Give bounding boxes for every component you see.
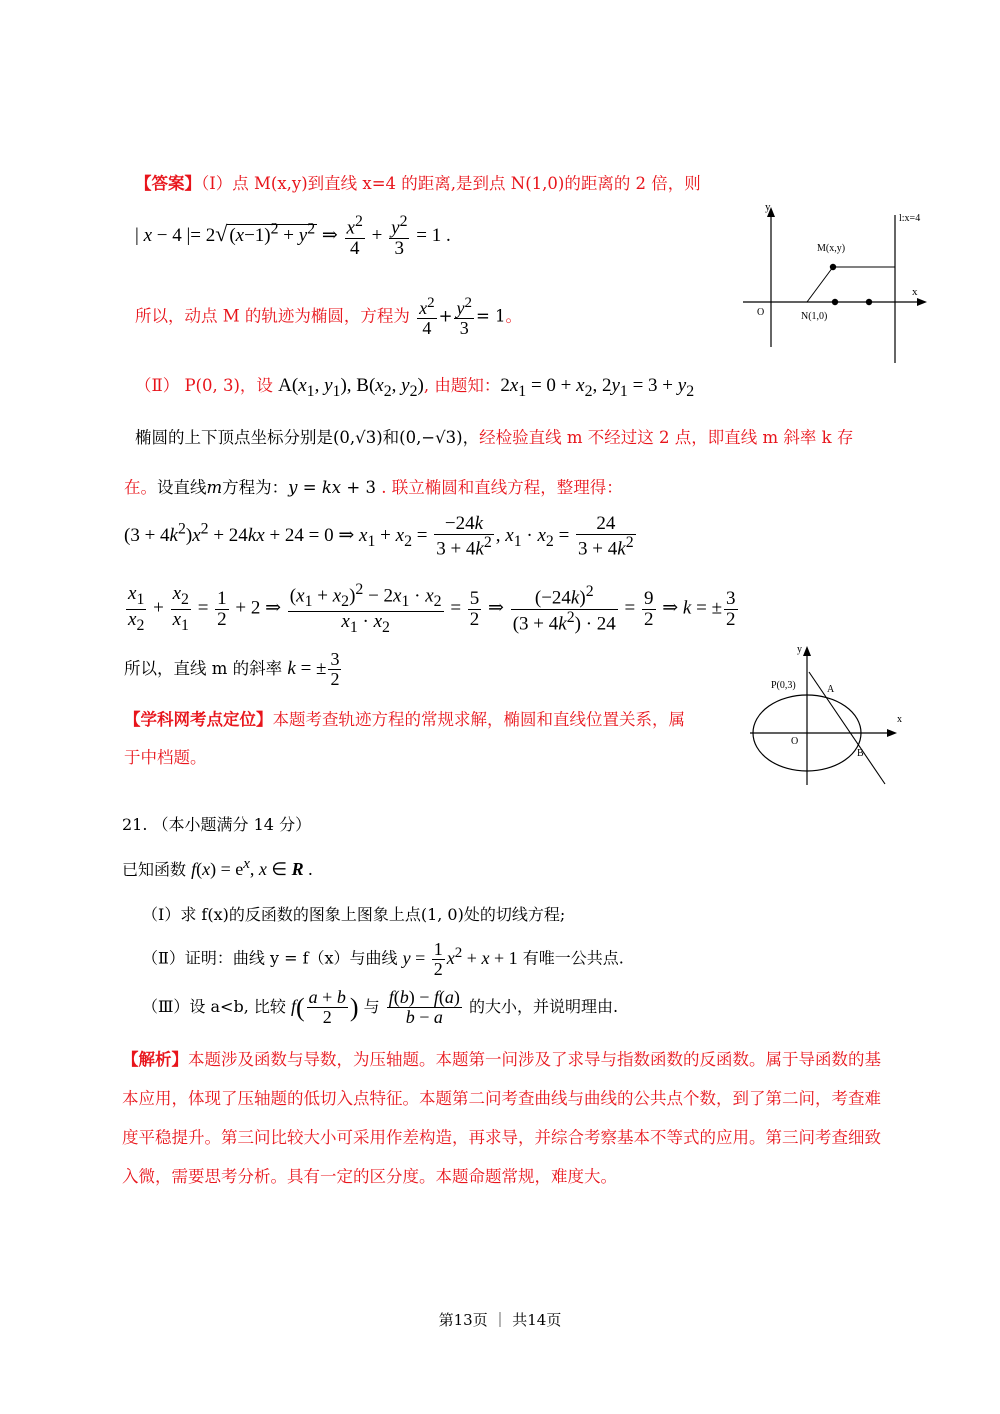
part1-equation: | x − 4 |= 2√ $(x-1)^2 + y^2$ ⇒ $\frac{x^2}{4}$ + $\frac{y^2}{3}$ = 1 . bbox=[135, 213, 451, 260]
part1-conclusion: 所以，动点 M 的轨迹为椭圆，方程为 $\frac{x^2}{4}$ + $\frac{y^2}{3}$ = 1。 bbox=[135, 295, 523, 338]
analysis-text: 本题涉及函数与导数，为压轴题。本题第一问涉及了求导与指数函数的反函数。属于导函数的基本应用，体现了压轴题的低切入点特征。本题第二问考查曲线与曲线的公共点个数，到了第二问，考查难度平稳提升。第三问比较大小可采用作差构造，再求导，并综合考察基本不等式的应用。第三问考查细致入微，需要思考分析。具有一定的区分度。本题命题常规，难度大。 bbox=[122, 1050, 881, 1186]
part3-text-c: 的大小，并说明理由. bbox=[468, 996, 619, 1016]
fig2-origin-label: O bbox=[791, 736, 799, 747]
problem21-heading: 21. （本小题满分 14 分） bbox=[122, 815, 312, 834]
fig1-n-label: N(1,0) bbox=[801, 311, 828, 322]
part3-text-b: 与 bbox=[363, 996, 380, 1016]
fig2-p-label: P(0,3) bbox=[771, 680, 796, 691]
fig1-m-label: M(x,y) bbox=[817, 243, 846, 254]
fig1-line-label: l:x=4 bbox=[899, 213, 921, 224]
problem21-part2: （Ⅱ）证明：曲线 y = f（x）与曲线 y = $\frac{1}{2}$ $x^2 + x + 1$ 有唯一公共点. bbox=[142, 939, 624, 979]
kaodian-line1 bbox=[124, 706, 685, 730]
part2-conclusion: 所以，直线 m 的斜率 k = ± $\frac{3}{2}$ bbox=[124, 649, 340, 689]
x-axis-arrow-icon bbox=[917, 298, 927, 306]
part2-text-a: （Ⅱ）证明：曲线 y = f（x）与曲线 bbox=[142, 948, 398, 968]
fig1-x-label: x bbox=[912, 286, 918, 298]
part2-intro: （Ⅱ） P(0, 3)，设 $A(x_1$, $y_1$), $B(x_2$, $y_2$), 由题知：$2x_1 = 0 + x_2$, $2y_1 = 3 + y_2$ bbox=[135, 375, 695, 400]
kaodian-text: 本题考查轨迹方程的常规求解，椭圆和直线位置关系，属 bbox=[272, 710, 685, 729]
figure1-locus-graph bbox=[735, 195, 935, 370]
y-axis-arrow-icon bbox=[803, 646, 811, 656]
part2-text-b: 有唯一公共点. bbox=[522, 948, 624, 968]
analysis-paragraph bbox=[122, 1040, 882, 1196]
kaodian-label: 【学科网考点定位】 bbox=[124, 710, 273, 729]
problem21-part1: （Ⅰ）求 f(x)的反函数的图象上图象上点(1, 0)处的切线方程; bbox=[142, 905, 566, 924]
problem21-given: 已知函数 $f(x) = e^x$, x ∈ R . bbox=[122, 856, 313, 879]
point-m bbox=[830, 264, 836, 270]
fig2-a-label: A bbox=[827, 684, 835, 695]
fig2-x-label: x bbox=[897, 714, 902, 725]
part2-line1: 椭圆的上下顶点坐标分别是(0,√3)和(0,−√3)，经检验直线 m 不经过这 2 点，即直线 m 斜率 k 存 bbox=[135, 428, 854, 447]
part1-intro-text: （Ⅰ）点 M(x,y)到直线 x=4 的距离,是到点 N(1,0)的距离的 2 倍，则 bbox=[201, 174, 701, 193]
part2-line2: 在。设直线m方程为：y = kx + 3 . 联立椭圆和直线方程，整理得： bbox=[124, 478, 623, 497]
part3-text-a: （Ⅲ）设 a<b, 比较 bbox=[142, 996, 286, 1016]
point-dot bbox=[866, 299, 872, 305]
fig2-y-label: y bbox=[797, 644, 802, 655]
figure2-ellipse-graph bbox=[745, 640, 925, 790]
fig1-y-label: y bbox=[765, 201, 771, 213]
kaodian-line2: 于中档题。 bbox=[124, 748, 207, 767]
fig2-b-label: B bbox=[857, 748, 864, 759]
answer-part1-intro bbox=[135, 170, 701, 194]
analysis-label: 【解析】 bbox=[122, 1050, 188, 1069]
x-axis-arrow-icon bbox=[887, 729, 897, 737]
segment-mn bbox=[807, 267, 833, 302]
fig1-origin-label: O bbox=[757, 307, 765, 318]
answer-label: 【答案】 bbox=[135, 174, 201, 193]
point-n bbox=[832, 299, 838, 305]
problem21-part3: （Ⅲ）设 a<b, 比较 f( $\frac{a + b}{2}$ ) 与 $\frac{f(b) - f(a)}{b - a}$ 的大小，并说明理由. bbox=[142, 987, 619, 1028]
line-m bbox=[809, 672, 885, 784]
part2-eq1: $(3 + 4k^2)x^2 + 24kx + 24 = 0$ ⇒ $x_1 + x_2$ = $\frac{-24k}{3 + 4k^2}$ , $x_1 \cdot x_2$ = $\frac{24}{3 + 4k^2}$ bbox=[124, 513, 634, 560]
part2-eq2: $\frac{x_1}{x_2}$ + $\frac{x_2}{x_1}$ = $\frac{1}{2}$ + 2 ⇒ $\frac{(x_1 + x_2)^2 - 2x_1 \cdot x_2}{x_1 \cdot x_2}$ = $\frac{5}{2}$ ⇒ $\frac{(-24k)^2}{(3 + 4k^2) \cdot 24}$ = $\frac{9}{2}$ ⇒ k = ± $\frac{3}{2}$ bbox=[128, 581, 736, 636]
page-footer: 第13页 ｜ 共14页 bbox=[438, 1311, 562, 1329]
